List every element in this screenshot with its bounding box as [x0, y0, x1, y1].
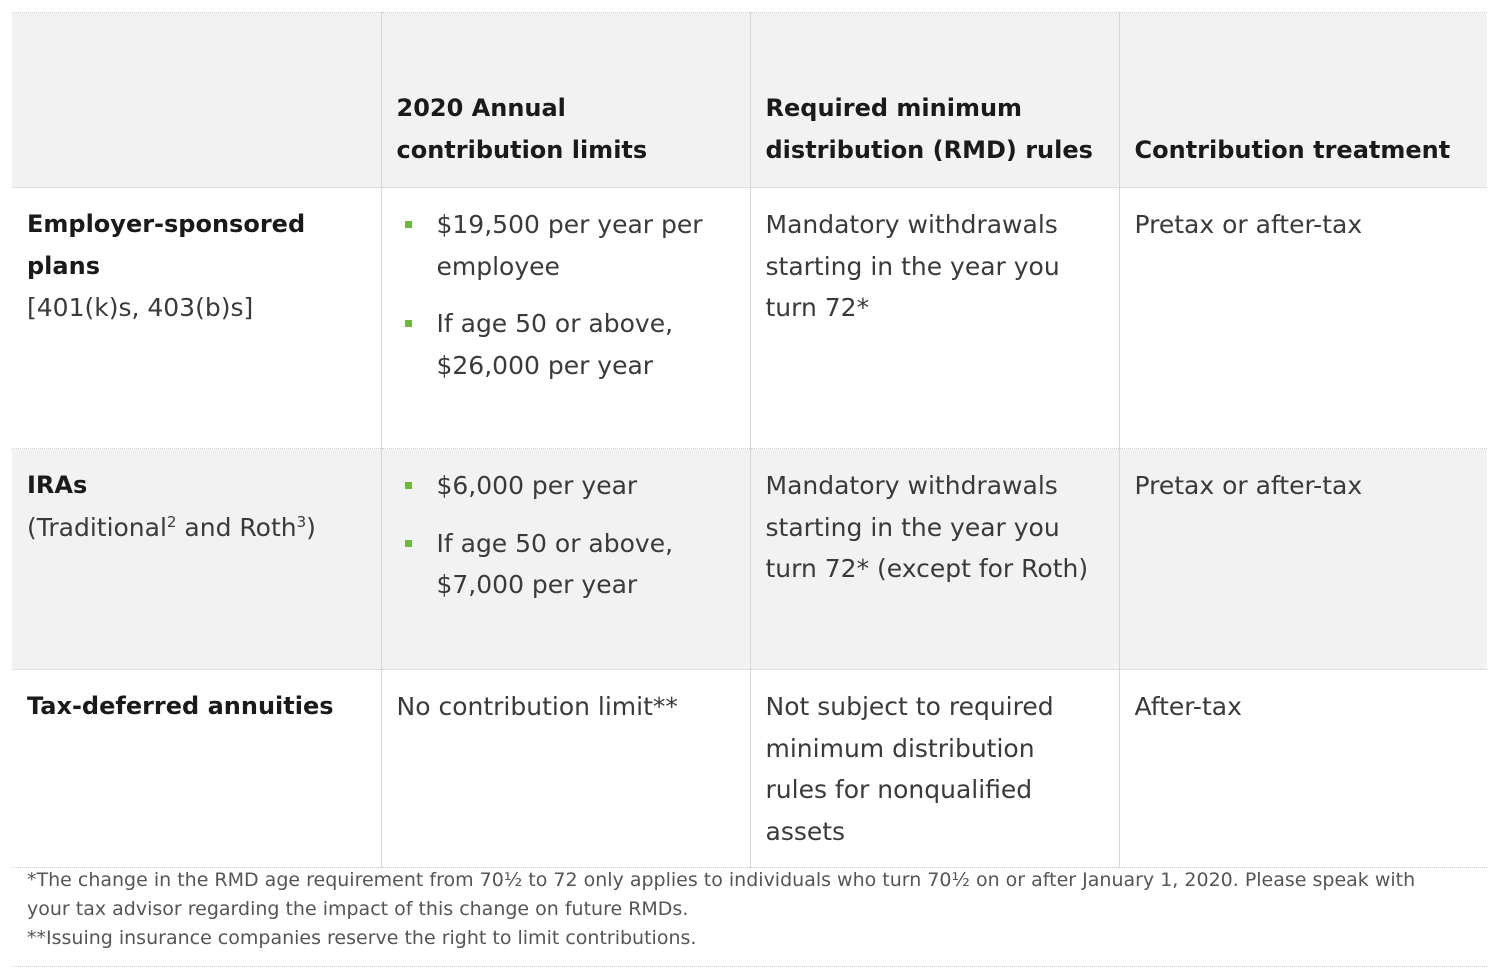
list-item	[437, 523, 735, 606]
bullet-icon	[405, 221, 412, 228]
contribution-limits-cell: No contribution limit**	[381, 670, 750, 868]
header-contribution-treatment: Contribution treatment	[1119, 13, 1487, 188]
footnote-rmd-age: *The change in the RMD age requirement from 70½ to 72 only applies to individuals who turn 70½ on or after January 1, 2020. Please speak with your tax advisor regarding the impact of this change on future RMDs.	[27, 869, 1416, 920]
footnote-insurance: **Issuing insurance companies reserve the right to limit contributions.	[27, 927, 697, 949]
row-title: Employer-sponsored plans	[27, 210, 306, 280]
bullet-icon	[405, 320, 412, 327]
bullet-icon	[405, 540, 412, 547]
table-row	[12, 670, 1487, 868]
table-row	[12, 449, 1487, 670]
footnote-ref-3: 3	[296, 512, 307, 531]
limit-text: If age 50 or above, $7,000 per year	[436, 528, 674, 599]
table-header-row	[12, 13, 1487, 188]
retirement-accounts-comparison-table	[12, 12, 1487, 868]
contribution-treatment-cell: After-tax	[1119, 670, 1487, 868]
account-type-cell	[12, 449, 381, 670]
limit-text: If age 50 or above, $26,000 per year	[436, 309, 674, 380]
account-type-cell	[12, 188, 381, 449]
account-type-cell	[12, 670, 381, 868]
contribution-limits-cell	[381, 188, 750, 449]
divider	[12, 966, 1487, 967]
header-account-type	[12, 13, 381, 188]
header-rmd-rules: Required minimum distribution (RMD) rules	[750, 13, 1119, 188]
contribution-treatment-cell: Pretax or after-tax	[1119, 188, 1487, 449]
rmd-rules-cell: Mandatory withdrawals starting in the year you turn 72* (except for Roth)	[750, 449, 1119, 670]
rmd-rules-cell: Not subject to required minimum distribution rules for nonqualified assets	[750, 670, 1119, 868]
row-subtitle: (Traditional$^2$ and Roth$^3$)	[27, 512, 316, 542]
limits-list	[397, 465, 735, 606]
contribution-treatment-cell: Pretax or after-tax	[1119, 449, 1487, 670]
list-item	[437, 303, 735, 386]
row-title: Tax-deferred annuities	[27, 692, 334, 720]
limit-text: $19,500 per year per employee	[436, 210, 703, 281]
list-item	[437, 204, 735, 287]
bullet-icon	[405, 482, 412, 489]
limit-text: $6,000 per year	[436, 471, 638, 500]
list-item	[437, 465, 735, 507]
footnote-ref-2: 2	[166, 512, 177, 531]
contribution-limits-cell	[381, 449, 750, 670]
row-title: IRAs	[27, 471, 88, 499]
footnotes	[27, 866, 1447, 953]
rmd-rules-cell: Mandatory withdrawals starting in the year you turn 72*	[750, 188, 1119, 449]
header-contribution-limits: 2020 Annual contribution limits	[381, 13, 750, 188]
limits-list	[397, 204, 735, 386]
row-subtitle: [401(k)s, 403(b)s]	[27, 293, 254, 322]
table-row	[12, 188, 1487, 449]
